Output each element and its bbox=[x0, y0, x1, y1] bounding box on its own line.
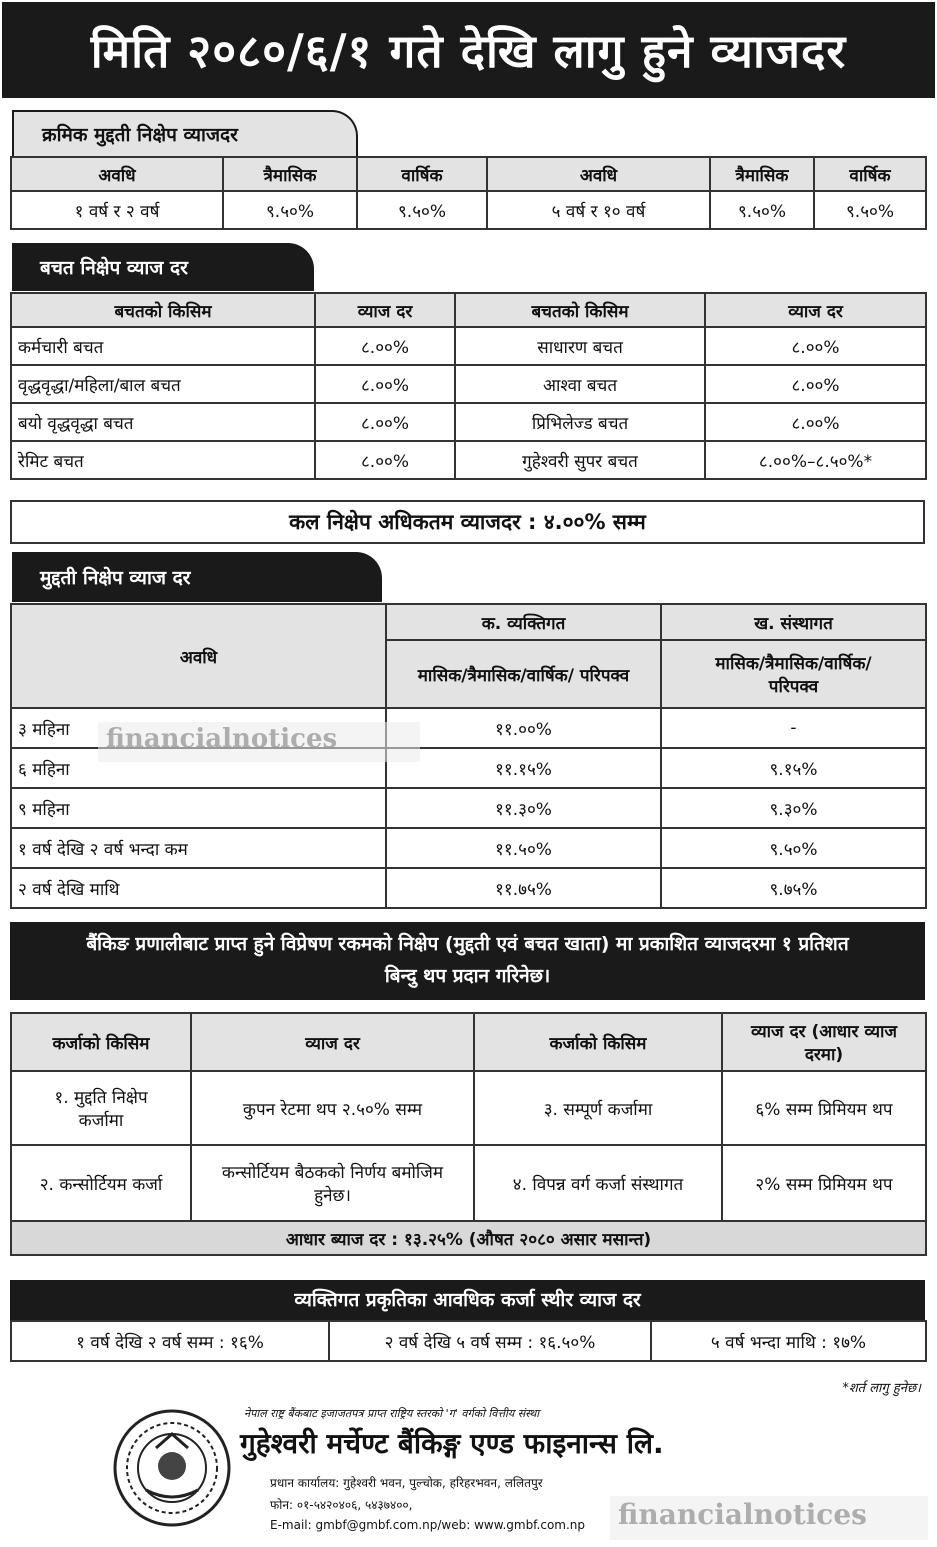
terms-note: *शर्त लागु हुनेछ। bbox=[842, 1381, 921, 1396]
base-rate: आधार ब्याज दर : १३.२५% (औषत २०८० असार मसान्त) bbox=[11, 1221, 926, 1255]
loan-header-type-2: कर्जाको किसिम bbox=[474, 1013, 722, 1071]
rd-header-period-2: अवधि bbox=[487, 157, 710, 191]
sv-header-rate-2: व्याज दर bbox=[705, 293, 926, 327]
sv-header-rate: व्याज दर bbox=[315, 293, 455, 327]
sv-cell: ८.००% bbox=[315, 441, 455, 479]
sv-header-type-2: बचतको किसिम bbox=[455, 293, 705, 327]
fd-cell: - bbox=[661, 708, 926, 748]
fd-header-individual: क. व्यक्तिगत bbox=[386, 604, 661, 640]
fd-subheader: मासिक/त्रैमासिक/वार्षिक/ परिपक्व bbox=[661, 640, 926, 708]
sv-cell: रेमिट बचत bbox=[11, 441, 315, 479]
rd-cell: ५ वर्ष र १० वर्ष bbox=[487, 191, 710, 229]
loan-header-rate: व्याज दर bbox=[191, 1013, 474, 1071]
saving-deposit-table bbox=[10, 292, 927, 480]
loan-header-base-rate: व्याज दर (आधार व्याज दरमा) bbox=[722, 1013, 926, 1071]
sv-cell: ८.००% bbox=[315, 403, 455, 441]
rd-cell: ९.५०% bbox=[814, 191, 926, 229]
recurring-deposit-heading: क्रमिक मुद्दती निक्षेप व्याजदर bbox=[12, 110, 358, 156]
loan-header-type: कर्जाको किसिम bbox=[11, 1013, 191, 1071]
sv-cell: ८.००% bbox=[705, 327, 926, 365]
fd-subheader: मासिक/त्रैमासिक/वार्षिक/ परिपक्व bbox=[386, 640, 661, 708]
rd-header-period: अवधि bbox=[11, 157, 223, 191]
company-name: गुहेश्वरी मर्चेण्ट बैंकिङ्ग एण्ड फाइनान्स लि. bbox=[240, 1427, 664, 1460]
rd-cell: ९.५०% bbox=[710, 191, 814, 229]
fd-cell: ९.५०% bbox=[661, 828, 926, 868]
fd-cell: ११.००% bbox=[386, 708, 661, 748]
company-email: E-mail: gmbf@gmbf.com.np/web: www.gmbf.com.np bbox=[270, 1518, 586, 1532]
company-phone: फोन: ०१-५४२०४०६, ५४३७४००, bbox=[270, 1498, 413, 1512]
fd-header-institutional: ख. संस्थागत bbox=[661, 604, 926, 640]
page-title: मिति २०८०/६/१ गते देखि लागु हुने व्याजदर bbox=[2, 2, 935, 98]
sv-header-type: बचतको किसिम bbox=[11, 293, 315, 327]
call-deposit-rate: कल निक्षेप अधिकतम व्याजदर : ४.००% सम्म bbox=[10, 500, 925, 544]
fd-cell: १ वर्ष देखि २ वर्ष भन्दा कम bbox=[11, 828, 386, 868]
sv-cell: ८.००% bbox=[315, 365, 455, 403]
recurring-deposit-table bbox=[10, 156, 927, 230]
rd-header-quarterly-2: त्रैमासिक bbox=[710, 157, 814, 191]
loan-cell: २. कन्सोर्टियम कर्जा bbox=[11, 1145, 191, 1221]
rd-header-quarterly: त्रैमासिक bbox=[223, 157, 357, 191]
sv-cell: वृद्धवृद्धा/महिला/बाल बचत bbox=[11, 365, 315, 403]
rd-header-annual-2: वार्षिक bbox=[814, 157, 926, 191]
loan-cell: ६% सम्म प्रिमियम थप bbox=[722, 1071, 926, 1145]
loan-cell: कन्सोर्टियम बैठकको निर्णय बमोजिम हुनेछ। bbox=[191, 1145, 474, 1221]
remittance-notice: बैंकिङ प्रणालीबाट प्राप्त हुने विप्रेषण रकमको निक्षेप (मुद्दती एवं बचत खाता) मा प्रकाशित व्याजदरमा १ प्रतिशत बिन्दु थप प्रदान गरिनेछ। bbox=[10, 922, 925, 1000]
sv-cell: ८.००% bbox=[705, 365, 926, 403]
sv-cell: आश्वा बचत bbox=[455, 365, 705, 403]
watermark: financialnotices bbox=[610, 1496, 928, 1540]
loan-cell: ३. सम्पूर्ण कर्जामा bbox=[474, 1071, 722, 1145]
fixed-loan-heading: व्यक्तिगत प्रकृतिका आवधिक कर्जा स्थीर व्याज दर bbox=[10, 1280, 925, 1320]
sv-cell: गुहेश्वरी सुपर बचत bbox=[455, 441, 705, 479]
fd-cell: ११.७५% bbox=[386, 868, 661, 908]
sv-cell: ८.००%–८.५०%* bbox=[705, 441, 926, 479]
fd-cell: ९.३०% bbox=[661, 788, 926, 828]
fd-cell: ९.१५% bbox=[661, 748, 926, 788]
company-seal-logo bbox=[112, 1408, 232, 1528]
sv-cell: साधारण बचत bbox=[455, 327, 705, 365]
fixed-deposit-heading: मुद्दती निक्षेप व्याज दर bbox=[12, 552, 382, 602]
fd-cell: ९ महिना bbox=[11, 788, 386, 828]
sv-cell: ८.००% bbox=[315, 327, 455, 365]
company-address: प्रधान कार्यालय: गुहेश्वरी भवन, पुल्चोक, हरिहरभवन, ललितपुर bbox=[270, 1476, 543, 1490]
loan-cell: १. मुद्दति निक्षेप कर्जामा bbox=[11, 1071, 191, 1145]
loan-rate-table bbox=[10, 1012, 927, 1256]
fd-cell: ३ महिना bbox=[11, 708, 386, 748]
rd-cell: १ वर्ष र २ वर्ष bbox=[11, 191, 223, 229]
fixed-loan-table bbox=[10, 1320, 927, 1362]
fd-cell: ११.५०% bbox=[386, 828, 661, 868]
loan-cell: २% सम्म प्रिमियम थप bbox=[722, 1145, 926, 1221]
rd-cell: ९.५०% bbox=[223, 191, 357, 229]
fd-cell: ११.१५% bbox=[386, 748, 661, 788]
rd-cell: ९.५०% bbox=[357, 191, 487, 229]
fd-cell: २ वर्ष देखि माथि bbox=[11, 868, 386, 908]
watermark: financialnotices bbox=[98, 722, 420, 762]
sv-cell: ८.००% bbox=[705, 403, 926, 441]
loan-cell: ४. विपन्न वर्ग कर्जा संस्थागत bbox=[474, 1145, 722, 1221]
saving-deposit-heading: बचत निक्षेप व्याज दर bbox=[12, 243, 314, 291]
fd-cell: ९.७५% bbox=[661, 868, 926, 908]
sv-cell: प्रिभिलेज्ड बचत bbox=[455, 403, 705, 441]
fl-cell: १ वर्ष देखि २ वर्ष सम्म : १६% bbox=[11, 1321, 329, 1361]
sv-cell: बयो वृद्धवृद्धा बचत bbox=[11, 403, 315, 441]
fd-cell: ११.३०% bbox=[386, 788, 661, 828]
license-text: नेपाल राष्ट्र बैंकबाट इजाजतपत्र प्राप्त राष्ट्रिय स्तरको 'ग' वर्गको वित्तीय संस्था bbox=[244, 1407, 540, 1420]
sv-cell: कर्मचारी बचत bbox=[11, 327, 315, 365]
fl-cell: ५ वर्ष भन्दा माथि : १७% bbox=[651, 1321, 926, 1361]
fl-cell: २ वर्ष देखि ५ वर्ष सम्म : १६.५०% bbox=[329, 1321, 651, 1361]
fd-cell: ६ महिना bbox=[11, 748, 386, 788]
rd-header-annual: वार्षिक bbox=[357, 157, 487, 191]
fd-header-period: अवधि bbox=[11, 604, 386, 708]
loan-cell: कुपन रेटमा थप २.५०% सम्म bbox=[191, 1071, 474, 1145]
